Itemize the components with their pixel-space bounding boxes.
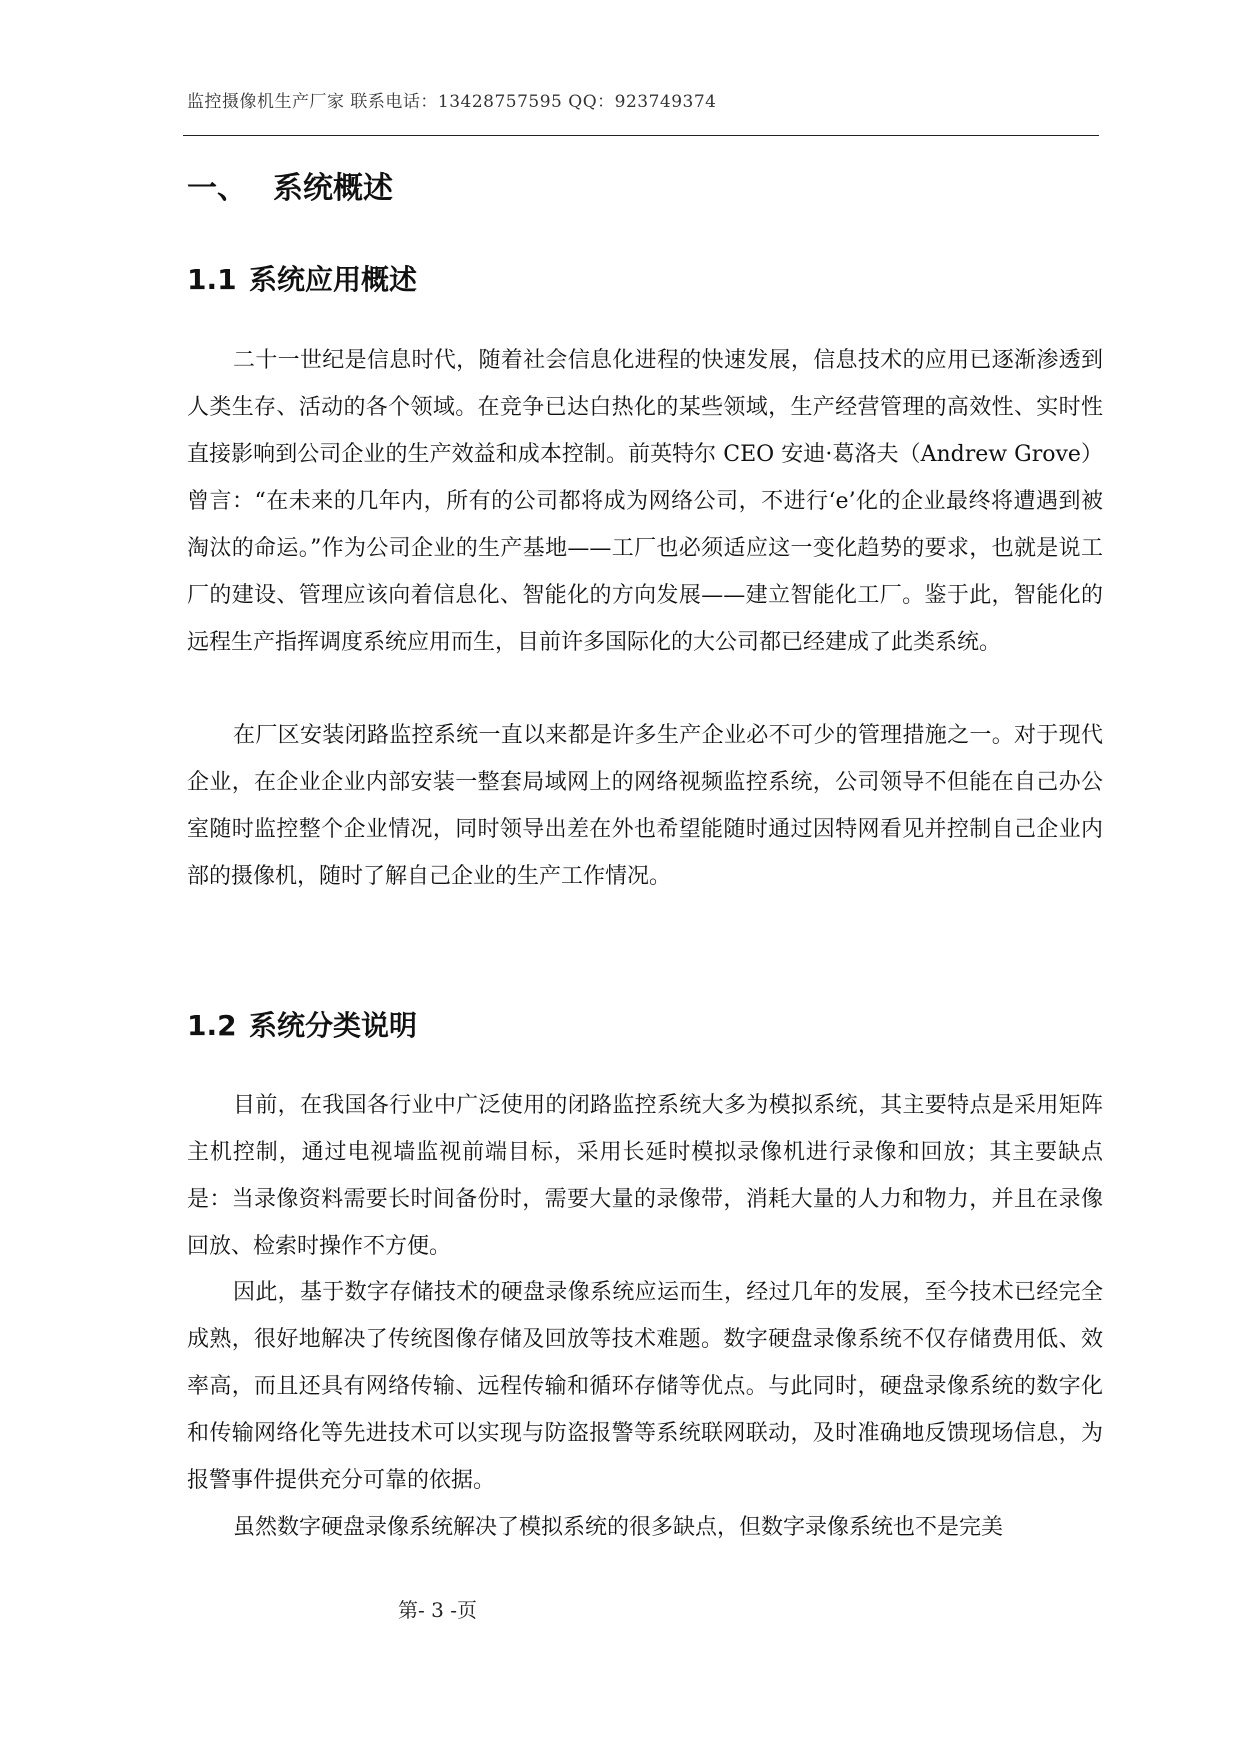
body-paragraph: 因此，基于数字存储技术的硬盘录像系统应运而生，经过几年的发展，至今技术已经完全成熟，很好地解决了传统图像存储及回放等技术难题。数字硬盘录像系统不仅存储费用低、效率高，而且还具有网络传输、远程传输和循环存储等优点。与此同时，硬盘录像系统的数字化和传输网络化等先进技术可以实现与防盗报警等系统联网联动，及时准确地反馈现场信息，为报警事件提供充分可靠的依据。 [187,1280,1103,1493]
section-number: 1.2 [187,1009,237,1042]
header-divider [183,135,1099,136]
chapter-title: 系统概述 [273,171,393,206]
body-paragraph: 虽然数字硬盘录像系统解决了模拟系统的很多缺点，但数字录像系统也不是完美 [233,1515,1004,1540]
body-paragraph: 在厂区安装闭路监控系统一直以来都是许多生产企业必不可少的管理措施之一。对于现代企业，在企业企业内部安装一整套局域网上的网络视频监控系统，公司领导不但能在自己办公室随时监控整个企业情况，同时领导出差在外也希望能随时通过因特网看见并控制自己企业内部的摄像机，随时了解自己企业的生产工作情况。 [187,723,1103,889]
chapter-number: 一、 [187,171,247,206]
page-number: 第- 3 -页 [398,1598,477,1622]
chapter-heading [187,163,393,207]
section-heading-1-1 [187,258,417,298]
section-title: 系统应用概述 [249,263,418,296]
page-header: 监控摄像机生产厂家 联系电话：13428757595 QQ：923749374 [187,92,717,112]
section-heading-1-2 [187,1004,417,1044]
section-number: 1.1 [187,263,237,296]
body-paragraph: 目前，在我国各行业中广泛使用的闭路监控系统大多为模拟系统，其主要特点是采用矩阵主机控制，通过电视墙监视前端目标，采用长延时模拟录像机进行录像和回放；其主要缺点是：当录像资料需要长时间备份时，需要大量的录像带，消耗大量的人力和物力，并且在录像回放、检索时操作不方便。 [187,1093,1103,1259]
section-title: 系统分类说明 [249,1009,418,1042]
body-paragraph: 二十一世纪是信息时代，随着社会信息化进程的快速发展，信息技术的应用已逐渐渗透到人类生存、活动的各个领域。在竞争已达白热化的某些领域，生产经营管理的高效性、实时性直接影响到公司企业的生产效益和成本控制。前英特尔 CEO 安迪·葛洛夫（Andrew Grove）曾言：“在未来的几年内，所有的公司都将成为网络公司，不进行‘e’化的企业最终将遭遇到被淘汰的命运。”作为公司企业的生产基地——工厂也必须适应这一变化趋势的要求，也就是说工厂的建设、管理应该向着信息化、智能化的方向发展——建立智能化工厂。鉴于此，智能化的远程生产指挥调度系统应用而生，目前许多国际化的大公司都已经建成了此类系统。 [187,348,1103,655]
